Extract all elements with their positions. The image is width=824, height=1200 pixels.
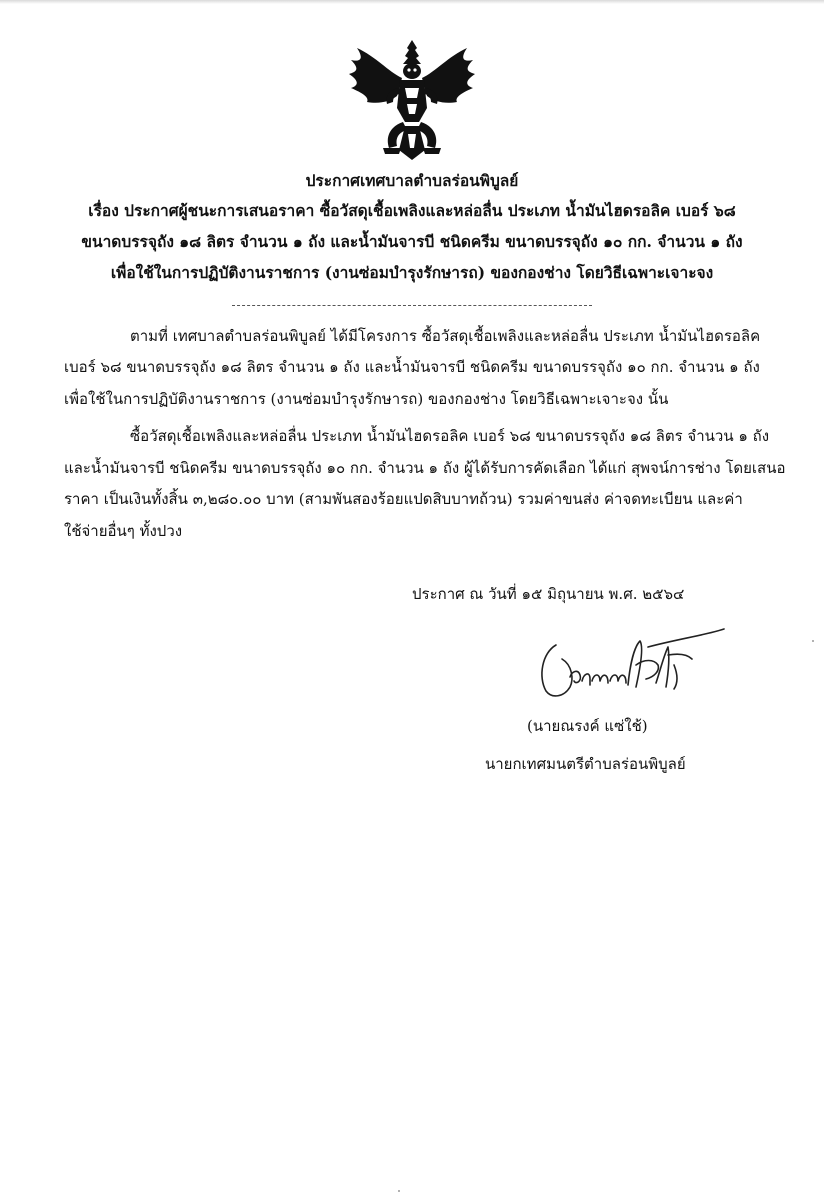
signatory-name: (นายณรงค์ แซ่ใช้) bbox=[527, 717, 648, 735]
garuda-emblem-icon bbox=[345, 38, 479, 168]
scan-speck bbox=[812, 640, 814, 642]
paragraph-2-line-4: ใช้จ่ายอื่นๆ ทั้งปวง bbox=[64, 522, 183, 540]
scan-speck bbox=[398, 1190, 400, 1192]
paragraph-2-line-2: และน้ำมันจารบี ชนิดครีม ขนาดบรรจุถัง ๑๐ กก. จำนวน ๑ ถัง ผู้ได้รับการคัดเลือก ได้แก่ สุพจน์การช่าง โดยเสนอ bbox=[64, 459, 786, 477]
paragraph-1-line-1: ตามที่ เทศบาลตำบลร่อนพิบูลย์ ได้มีโครงการ ซื้อวัสดุเชื้อเพลิงและหล่อลื่น ประเภท น้ำมันไฮดรอลิค bbox=[130, 327, 761, 345]
announcement-date: ประกาศ ณ วันที่ ๑๕ มิถุนายน พ.ศ. ๒๕๖๔ bbox=[412, 585, 685, 603]
announcement-title: ประกาศเทศบาลตำบลร่อนพิบูลย์ bbox=[305, 171, 519, 190]
subject-line-2: ขนาดบรรจุถัง ๑๘ ลิตร จำนวน ๑ ถัง และน้ำมันจารบี ชนิดครีม ขนาดบรรจุถัง ๑๐ กก. จำนวน ๑ ถัง bbox=[81, 232, 743, 251]
paragraph-1-line-3: เพื่อใช้ในการปฏิบัติงานราชการ (งานซ่อมบำรุงรักษารถ) ของกองช่าง โดยวิธีเฉพาะเจาะจง นั้น bbox=[64, 390, 669, 408]
handwritten-signature-icon bbox=[528, 625, 728, 710]
page-top-edge bbox=[0, 0, 824, 4]
paragraph-2-line-1: ซื้อวัสดุเชื้อเพลิงและหล่อลื่น ประเภท น้ำมันไฮดรอลิค เบอร์ ๖๘ ขนาดบรรจุถัง ๑๘ ลิตร จำนวน ๑ ถัง bbox=[130, 427, 770, 445]
paragraph-2-line-3: ราคา เป็นเงินทั้งสิ้น ๓,๒๘๐.๐๐ บาท (สามพันสองร้อยแปดสิบบาทถ้วน) รวมค่าขนส่ง ค่าจดทะเบียน และค่า bbox=[64, 490, 743, 508]
section-divider bbox=[232, 305, 592, 306]
subject-line-3: เพื่อใช้ในการปฏิบัติงานราชการ (งานซ่อมบำรุงรักษารถ) ของกองช่าง โดยวิธีเฉพาะเจาะจง bbox=[110, 263, 714, 282]
paragraph-1-line-2: เบอร์ ๖๘ ขนาดบรรจุถัง ๑๘ ลิตร จำนวน ๑ ถัง และน้ำมันจารบี ชนิดครีม ขนาดบรรจุถัง ๑๐ กก. จำนวน ๑ ถัง bbox=[64, 358, 760, 376]
subject-line-1: เรื่อง ประกาศผู้ชนะการเสนอราคา ซื้อวัสดุเชื้อเพลิงและหล่อลื่น ประเภท น้ำมันไฮดรอลิค เบอร์ ๖๘ bbox=[88, 201, 736, 220]
signatory-position: นายกเทศมนตรีตำบลร่อนพิบูลย์ bbox=[485, 755, 686, 773]
